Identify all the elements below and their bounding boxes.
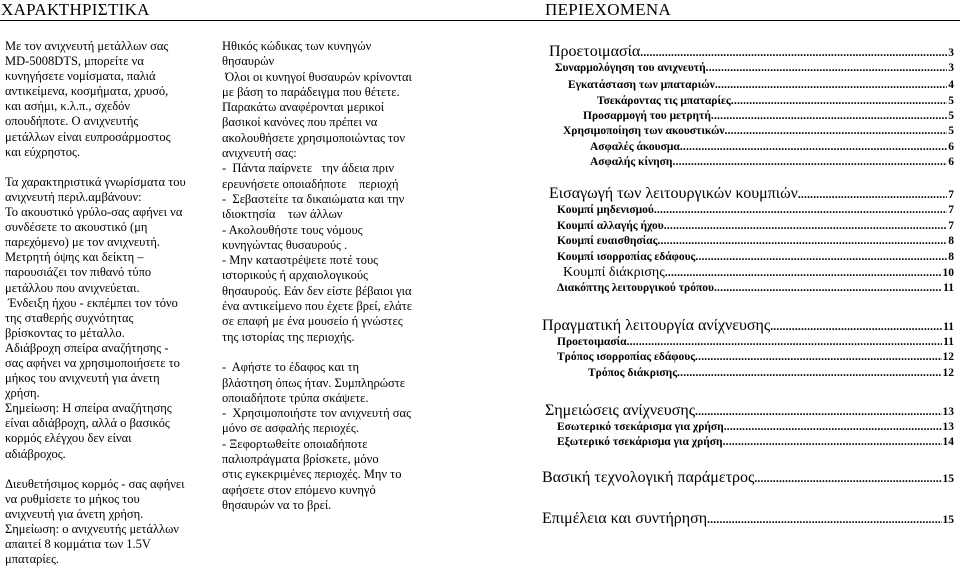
text-line: αφήσετε στον επόμενο κυνηγό <box>222 482 376 497</box>
toc-entry <box>557 203 954 218</box>
toc-entry-title: Πραγματική λειτουργία ανίχνευσης <box>542 317 771 334</box>
text-line: μήκος του ανιχνευτή για άνετη <box>5 371 160 386</box>
text-line: θησαυρούς. Εάν δεν είστε βέβαιοι για <box>222 283 412 298</box>
toc-entry <box>557 350 954 365</box>
toc-entry <box>542 316 954 337</box>
toc-entry <box>557 250 954 265</box>
toc-entry-title: Ασφαλές άκουσμα <box>590 141 680 153</box>
toc-dot-leader <box>714 281 942 296</box>
text-line: αντικείμενα, κοσμήματα, χρυσό, <box>5 84 169 99</box>
toc-entry-title: Βασική τεχνολογική παράμετρος <box>542 469 755 486</box>
toc-entry <box>563 124 954 139</box>
toc-entry-title: Σημειώσεις ανίχνευσης <box>545 402 696 419</box>
toc-entry <box>542 509 954 530</box>
text-line: οποιαδήποτε τρύπα σκάψετε. <box>222 390 369 405</box>
toc-page-number: 4 <box>948 79 954 91</box>
text-line: Αδιάβροχη σπείρα αναζήτησης - <box>5 340 169 355</box>
contents-heading: ΠΕΡΙΕΧΟΜΕΝΑ <box>545 0 672 19</box>
text-line: ανιχνευτή περιλ.αμβάνουν: <box>5 189 142 204</box>
toc-dot-leader <box>695 250 947 265</box>
toc-entry <box>557 435 954 450</box>
toc-page-number: 15 <box>942 514 954 526</box>
text-line: κυνηγήσετε νομίσματα, παλιά <box>5 69 156 84</box>
toc-page-number: 13 <box>942 421 954 433</box>
toc-page-number: 11 <box>943 336 954 348</box>
toc-entry-title: Κουμπί ευαισθησίας <box>557 235 658 247</box>
toc-entry-title: Προσαρμογή του μετρητή <box>583 110 711 122</box>
toc-entry <box>557 234 954 249</box>
toc-entry-title: Χρησιμοποίηση των ακουστικών <box>563 125 725 137</box>
toc-dot-leader <box>680 140 947 155</box>
more-rules-paragraph <box>222 360 412 513</box>
toc-page-number: 6 <box>948 156 954 168</box>
text-line: και εύχρηστος. <box>5 144 81 159</box>
toc-page-number: 8 <box>948 251 954 263</box>
toc-entry-title: Εισαγωγή των λειτουργικών κουμπιών <box>549 185 798 202</box>
text-line: βλάστηση όπως ήταν. Συμπληρώστε <box>222 375 405 390</box>
text-line: ένα αντικείμενο που έχετε βρεί, ελάτε <box>222 299 412 314</box>
toc-page-number: 3 <box>948 47 954 59</box>
header-rule <box>0 20 960 21</box>
toc-entry-title: Τρόπος διάκρισης <box>588 367 678 379</box>
toc-page-number: 5 <box>948 125 954 137</box>
toc-entry-title: Εξωτερικό τσεκάρισμα για χρήση <box>557 436 723 448</box>
text-line: με βάση το παράδειγμα που θέτετε. <box>222 84 400 99</box>
text-line: κορμός ελέγχου δεν είναι <box>5 431 132 446</box>
toc-page-number: 14 <box>942 436 954 448</box>
toc-page-number: 6 <box>948 141 954 153</box>
text-line: Παρακάτω αναφέρονται μερικοί <box>222 100 385 115</box>
toc-entry <box>588 366 954 381</box>
text-line: της σταθερής συχνότητας <box>5 310 134 325</box>
toc-entry-title: Ασφαλής κίνηση <box>590 156 673 168</box>
toc-entry-title: Κουμπί αλλαγής ήχου <box>557 220 664 232</box>
text-line: και ασήμι, κ.λ.π., σχεδόν <box>5 99 130 114</box>
text-line: ανιχνευτή για άνετη χρήση. <box>5 506 144 521</box>
text-line: Ηθικός κώδικας των κυνηγών <box>222 39 372 53</box>
features-column <box>5 39 186 567</box>
rules-paragraph <box>222 39 412 345</box>
toc-entry-title: Τρόπος ισορροπίας εδάφους <box>557 351 696 363</box>
text-line: συνδέσετε το ακουστικό (μη <box>5 220 148 235</box>
toc-dot-leader <box>754 470 941 489</box>
toc-entry <box>555 61 954 76</box>
toc-dot-leader <box>665 265 942 282</box>
toc-page-number: 7 <box>948 189 954 201</box>
text-line: - Αφήστε το έδαφος και τη <box>222 360 360 375</box>
toc-entry <box>568 78 954 93</box>
toc-dot-leader <box>725 124 948 139</box>
toc-page-number: 12 <box>942 351 954 363</box>
toc-dot-leader <box>627 335 943 350</box>
text-line: Σημείωση: Η σπείρα αναζήτησης <box>5 401 172 416</box>
text-line: ερευνήσετε οποιαδήποτε περιοχή <box>222 176 399 191</box>
text-line: ακολουθήσετε χρησιμοποιώντας τον <box>222 130 405 145</box>
toc-dot-leader <box>715 78 947 93</box>
text-line: Διευθετήσιμος κορμός - σας αφήνει <box>5 476 185 491</box>
text-line: παρουσιάζει τον πιθανό τύπο <box>5 265 152 280</box>
text-line: Το ακουστικό γρύλο-σας αφήνει να <box>5 205 183 220</box>
text-line: - Ακολουθήστε τους νόμους <box>222 222 363 237</box>
intro-paragraph <box>5 39 186 160</box>
features-paragraph <box>5 175 186 462</box>
text-line: Με τον ανιχνευτή μετάλλων σας <box>5 39 169 53</box>
toc-page-number: 11 <box>943 282 954 294</box>
text-line: αδιάβροχος. <box>5 446 66 461</box>
toc-page-number: 5 <box>948 95 954 107</box>
text-line: είναι αδιάβροχη, αλλά ο βασικός <box>5 416 170 431</box>
toc-entry-title: Κουμπί ισορροπίας εδάφους <box>557 251 696 263</box>
text-line: οπουδήποτε. Ο ανιχνευτής <box>5 114 139 129</box>
toc-entry <box>557 281 954 296</box>
text-line: να ρυθμίσετε το μήκος του <box>5 491 140 506</box>
text-line: - Μην καταστρέψετε ποτέ τους <box>222 253 379 268</box>
text-line: ανιχνευτή σας: <box>222 146 297 161</box>
text-line: παλιοπράγματα βρίσκετε, μόνο <box>222 452 379 467</box>
toc-dot-leader <box>723 435 942 450</box>
toc-dot-leader <box>664 219 948 234</box>
toc-entry <box>563 264 954 282</box>
toc-entry-title: Προετοιμασία <box>549 43 641 60</box>
toc-entry <box>542 468 954 489</box>
text-line: - Σεβαστείτε τα δικαιώματα και την <box>222 191 405 206</box>
text-line: Μετρητή όψης και δείκτη – <box>5 250 144 265</box>
toc-dot-leader <box>706 61 948 76</box>
text-line: μετάλλου που ανιχνεύεται. <box>5 280 140 295</box>
text-line: - Ξεφορτωθείτε οποιαδήποτε <box>222 436 368 451</box>
text-line: Τα χαρακτηριστικά γνωρίσματα του <box>5 174 186 189</box>
toc-dot-leader <box>672 155 947 170</box>
text-line: βρίσκοντας το μέταλλο. <box>5 325 125 340</box>
toc-page-number: 5 <box>948 110 954 122</box>
text-line: κυνηγώντας θυσαυρούς . <box>222 237 348 252</box>
toc-entry <box>583 109 954 124</box>
toc-entry-title: Εγκατάσταση των μπαταριών <box>568 79 715 91</box>
toc-page-number: 3 <box>948 62 954 74</box>
toc-entry-title: Συναρμολόγηση του ανιχνευτή <box>555 62 706 74</box>
text-line: απαιτεί 8 κομμάτια των 1.5V <box>5 537 151 552</box>
toc-dot-leader <box>711 109 947 124</box>
text-line: μετάλλων είναι ευπροσάρμοστος <box>5 129 171 144</box>
text-line: θησαυρών να το βρεί. <box>222 497 332 512</box>
toc-dot-leader <box>657 234 947 249</box>
text-line: ιδιοκτησία των άλλων <box>222 207 343 222</box>
text-line: - Πάντα παίρνετε την άδεια πριν <box>222 161 394 176</box>
toc-entry-title: Εσωτερικό τσεκάρισμα για χρήση <box>557 421 724 433</box>
toc-entry-title: Επιμέλεια και συντήρηση <box>542 510 708 527</box>
text-line: θησαυρών <box>222 54 275 69</box>
toc-entry <box>557 335 954 350</box>
code-of-ethics-column <box>222 39 412 513</box>
toc-page-number: 8 <box>948 235 954 247</box>
toc-dot-leader <box>695 350 941 365</box>
toc-entry <box>590 155 954 170</box>
toc-page-number: 15 <box>942 473 954 485</box>
toc-dot-leader <box>731 94 947 109</box>
text-line: Σημείωση: ο ανιχνευτής μετάλλων <box>5 522 179 536</box>
toc-entry <box>557 420 954 435</box>
toc-page-number: 13 <box>942 406 954 418</box>
text-line: σε επαφή με ένα μουσείο ή γνώστες <box>222 314 403 329</box>
toc-entry <box>590 140 954 155</box>
text-line: χρήση. <box>5 386 40 401</box>
toc-entry-title: Διακόπτης λειτουργικού τρόπου <box>557 282 714 294</box>
features-heading: ΧΑΡΑΚΤΗΡΙΣΤΙΚΑ <box>1 0 150 19</box>
toc-dot-leader <box>724 420 942 435</box>
text-line: της ιστορίας της περιοχής. <box>222 329 355 344</box>
text-line: Ένδειξη ήχου - εκπέμπει τον τόνο <box>5 295 178 310</box>
text-line: βασικοί κανόνες που πρέπει να <box>222 115 378 130</box>
toc-entry <box>545 401 954 422</box>
text-line: παρεχόμενο) με τον ανιχνευτή. <box>5 235 161 250</box>
adjustable-shaft-paragraph <box>5 477 186 568</box>
toc-entry <box>557 219 954 234</box>
text-line: σας αφήνει να χρησιμοποιήσετε το <box>5 355 180 370</box>
toc-entry-title: Προετοιμασία <box>557 336 627 348</box>
toc-page-number: 12 <box>942 367 954 379</box>
toc-dot-leader <box>654 203 947 218</box>
text-line: ιστορικούς ή αρχαιολογικούς <box>222 268 369 283</box>
toc-entry-title: Τσεκάροντας τις μπαταρίες <box>597 95 731 107</box>
toc-page-number: 10 <box>942 267 954 279</box>
text-line: μπαταρίες. <box>5 552 60 567</box>
toc-page-number: 7 <box>948 220 954 232</box>
toc-entry-title: Κουμπί μηδενισμού <box>557 204 654 216</box>
text-line: Όλοι οι κυνηγοί θυσαυρών κρίνονται <box>222 69 412 84</box>
toc-dot-leader <box>677 366 941 381</box>
text-line: στις εγκεκριμένες περιοχές. Μην το <box>222 467 402 482</box>
toc-entry <box>597 94 954 109</box>
toc-page-number: 11 <box>943 321 954 333</box>
toc-dot-leader <box>707 511 941 530</box>
text-line: MD-5008DTS, μπορείτε να <box>5 54 144 69</box>
toc-entry <box>549 42 954 63</box>
text-line: - Χρησιμοποιήστε τον ανιχνευτή σας <box>222 406 412 421</box>
toc-page-number: 7 <box>948 204 954 216</box>
toc-entry <box>549 184 954 205</box>
text-line: μόνο σε ασφαλής περιοχές. <box>222 421 359 436</box>
toc-entry-title: Κουμπί διάκρισης <box>563 265 665 280</box>
